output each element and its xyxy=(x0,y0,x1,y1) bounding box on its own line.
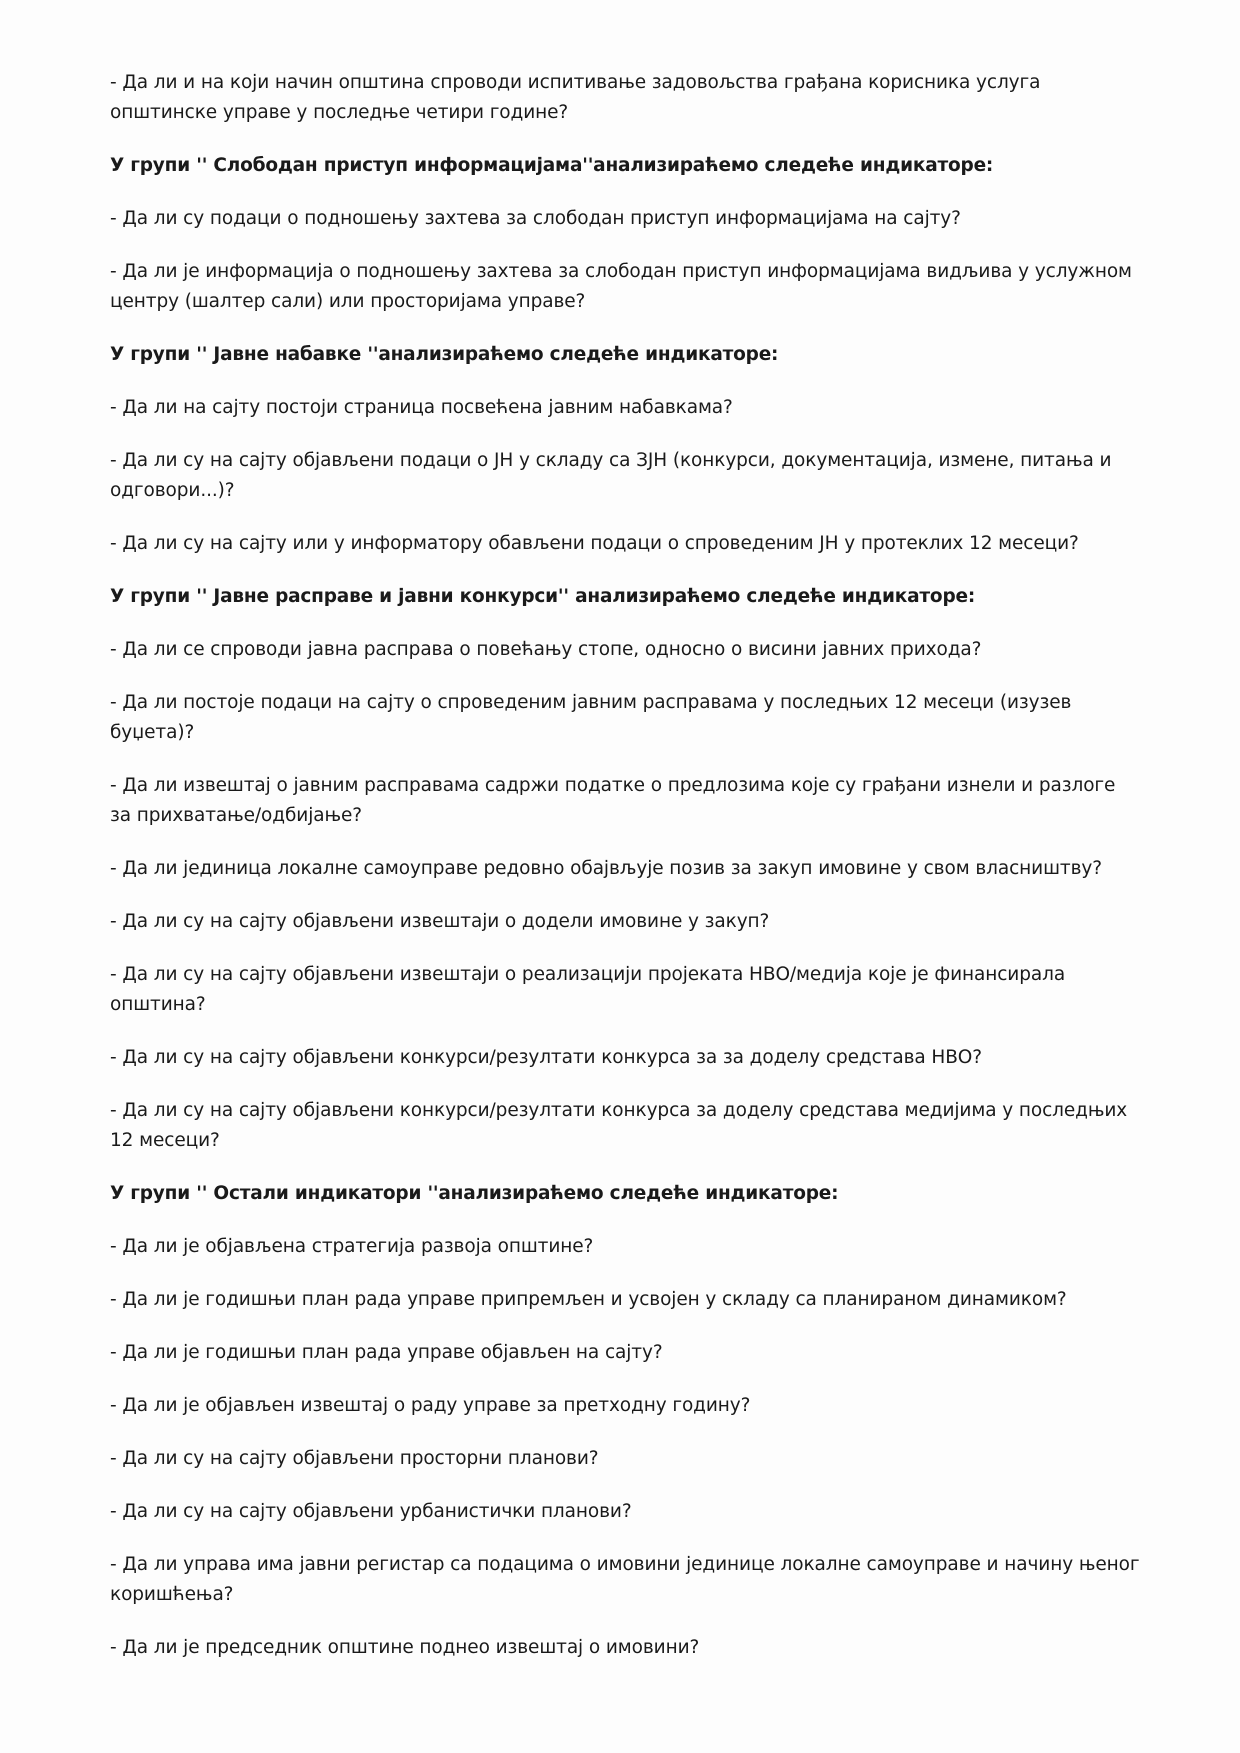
question-item: - Да ли на сајту постоји страница посвећена јавним набавкама? xyxy=(110,397,733,418)
question-item: - Да ли су на сајту објављени подаци о ЈН у складу са ЗЈН (конкурси, документација, измене, питања и одговори...)? xyxy=(110,450,1112,501)
question-item: - Да ли су на сајту објављени конкурси/резултати конкурса за за доделу средстава НВО? xyxy=(110,1047,982,1068)
question-item: - Да ли извештај о јавним расправама садржи податке о предлозима које су грађани изнели и разлоге за прихватање/одбијање? xyxy=(110,775,1116,826)
question-item: - Да ли је објављен извештај о раду управе за претходну годину? xyxy=(110,1395,751,1416)
question-item: - Да ли јединица локалне самоуправе редовно обајвљује позив за закуп имовине у свом власништву? xyxy=(110,858,1102,879)
section-heading: У групи '' Јавне набавке ''анализираћемо следеће индикаторе: xyxy=(110,344,779,365)
question-item: - Да ли су на сајту објављени просторни планови? xyxy=(110,1448,599,1469)
question-item: - Да ли су на сајту објављени извештаји о реализацији пројеката НВО/медија које је финансирала општина? xyxy=(110,964,1066,1015)
question-item: - Да ли су на сајту објављени конкурси/резултати конкурса за доделу средстава медијима у последњих 12 месеци? xyxy=(110,1100,1128,1151)
question-item: - Да ли је објављена стратегија развоја општине? xyxy=(110,1236,594,1257)
question-item: - Да ли управа има јавни регистар са подацима о имовини јединице локалне самоуправе и начину њеног коришћења? xyxy=(110,1554,1140,1605)
question-item: - Да ли се спроводи јавна расправа о повећању стопе, односно о висини јавних прихода? xyxy=(110,639,982,660)
question-item: - Да ли је годишњи план рада управе објављен на сајту? xyxy=(110,1342,663,1363)
question-item: - Да ли су на сајту објављени урбанистички планови? xyxy=(110,1501,632,1522)
document-body xyxy=(110,68,1140,1686)
section-heading: У групи '' Слободан приступ информацијама''анализираћемо следеће индикаторе: xyxy=(110,155,994,176)
question-item: - Да ли су подаци о подношењу захтева за слободан приступ информацијама на сајту? xyxy=(110,208,961,229)
question-item: - Да ли постоје подаци на сајту о спроведеним јавним расправама у последњих 12 месеци (изузев буџета)? xyxy=(110,692,1072,743)
section-heading: У групи '' Јавне расправе и јавни конкурси'' анализираћемо следеће индикаторе: xyxy=(110,586,976,607)
question-item: - Да ли и на који начин општина спроводи испитивање задовољства грађана корисника услуга општинске управе у последње четири године? xyxy=(110,72,1041,123)
section-heading: У групи '' Остали индикатори ''анализираћемо следеће индикаторе: xyxy=(110,1183,839,1204)
question-item: - Да ли су на сајту објављени извештаји о додели имовине у закуп? xyxy=(110,911,770,932)
question-item: - Да ли су на сајту или у информатору обављени подаци о спроведеним ЈН у протеклих 12 месеци? xyxy=(110,533,1079,554)
question-item: - Да ли је председник општине поднео извештај о имовини? xyxy=(110,1637,700,1658)
question-item: - Да ли је годишњи план рада управе припремљен и усвојен у складу са планираном динамиком? xyxy=(110,1289,1067,1310)
question-item: - Да ли је информација о подношењу захтева за слободан приступ информацијама видљива у услужном центру (шалтер сали) или просторијама управе? xyxy=(110,261,1132,312)
